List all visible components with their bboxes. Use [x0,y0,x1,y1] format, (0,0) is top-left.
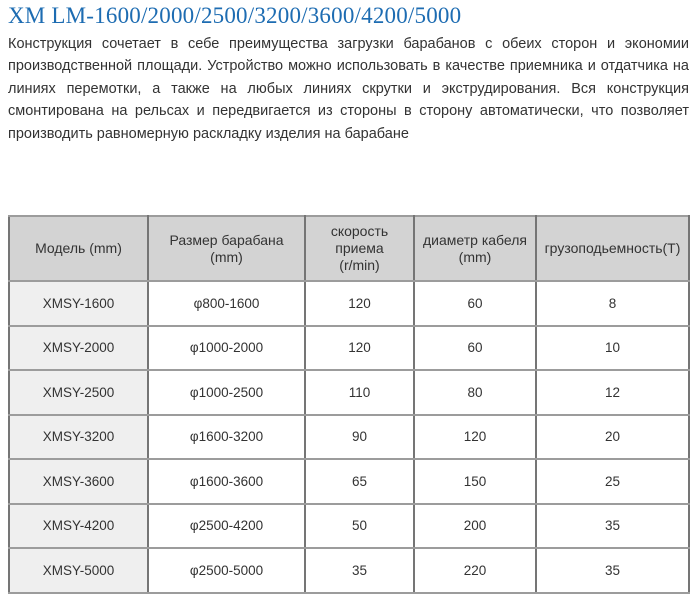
cell-cable-diameter: 120 [414,415,536,460]
cell-model: XMSY-5000 [9,548,148,593]
table-row [9,548,689,593]
cell-take-up-speed: 90 [305,415,414,460]
cell-take-up-speed: 65 [305,459,414,504]
cell-cable-diameter: 150 [414,459,536,504]
header-cable-diameter [414,216,536,281]
cell-drum-size: φ1000-2000 [148,326,305,371]
cell-take-up-speed: 120 [305,281,414,326]
cell-cable-diameter: 200 [414,504,536,549]
page-title: XM LM-1600/2000/2500/3200/3600/4200/5000 [8,3,462,28]
document-page [0,2,696,594]
cell-take-up-speed: 120 [305,326,414,371]
header-model-line1: Модель (mm) [35,240,122,257]
cell-model: XMSY-1600 [9,281,148,326]
table-row [9,504,689,549]
header-drum-size-line1: Размер барабана [169,231,284,248]
table-row [9,326,689,371]
header-drum-size-line2: (mm) [210,248,243,265]
cell-drum-size: φ800-1600 [148,281,305,326]
cell-take-up-speed: 110 [305,370,414,415]
cell-cable-diameter: 220 [414,548,536,593]
cell-model: XMSY-4200 [9,504,148,549]
spec-table-header [9,216,689,281]
cell-cable-diameter: 80 [414,370,536,415]
cell-load-capacity: 10 [536,326,689,371]
cell-drum-size: φ2500-5000 [148,548,305,593]
cell-drum-size: φ1600-3200 [148,415,305,460]
header-take-up-speed [305,216,414,281]
header-row [9,216,689,281]
cell-take-up-speed: 50 [305,504,414,549]
table-row [9,459,689,504]
cell-load-capacity: 25 [536,459,689,504]
cell-cable-diameter: 60 [414,326,536,371]
cell-load-capacity: 12 [536,370,689,415]
cell-drum-size: φ2500-4200 [148,504,305,549]
cell-load-capacity: 35 [536,504,689,549]
cell-model: XMSY-3200 [9,415,148,460]
header-load-capacity-line1: грузоподьемность(Т) [544,240,681,257]
spec-table-body [9,281,689,593]
cell-take-up-speed: 35 [305,548,414,593]
header-drum-size [148,216,305,281]
spec-table [8,215,690,594]
cell-load-capacity: 20 [536,415,689,460]
cell-model: XMSY-2500 [9,370,148,415]
header-cable-diameter-line1: диаметр кабеля [423,231,527,248]
header-load-capacity [536,216,689,281]
table-row [9,415,689,460]
header-take-up-speed-line2: (r/min) [339,257,380,274]
cell-model: XMSY-2000 [9,326,148,371]
cell-load-capacity: 8 [536,281,689,326]
header-take-up-speed-line1: скорость приема [330,223,389,257]
table-row [9,281,689,326]
header-cable-diameter-line2: (mm) [458,248,492,265]
cell-drum-size: φ1000-2500 [148,370,305,415]
cell-load-capacity: 35 [536,548,689,593]
cell-drum-size: φ1600-3600 [148,459,305,504]
cell-cable-diameter: 60 [414,281,536,326]
cell-model: XMSY-3600 [9,459,148,504]
header-model [9,216,148,281]
product-description: Конструкция сочетает в себе преимущества загрузки барабанов с обеих сторон и экономии производственной площади. Устройство можно использовать в качестве приемника и отдатчика на линиях перемотки, а также на любых линиях скрутки и экструдирования. Вся конструкция смонтирована на рельсах и передвигается из стороны в сторону автоматически, что позволяет производить равномерную раскладку изделия на барабане [8,36,689,142]
table-row [9,370,689,415]
